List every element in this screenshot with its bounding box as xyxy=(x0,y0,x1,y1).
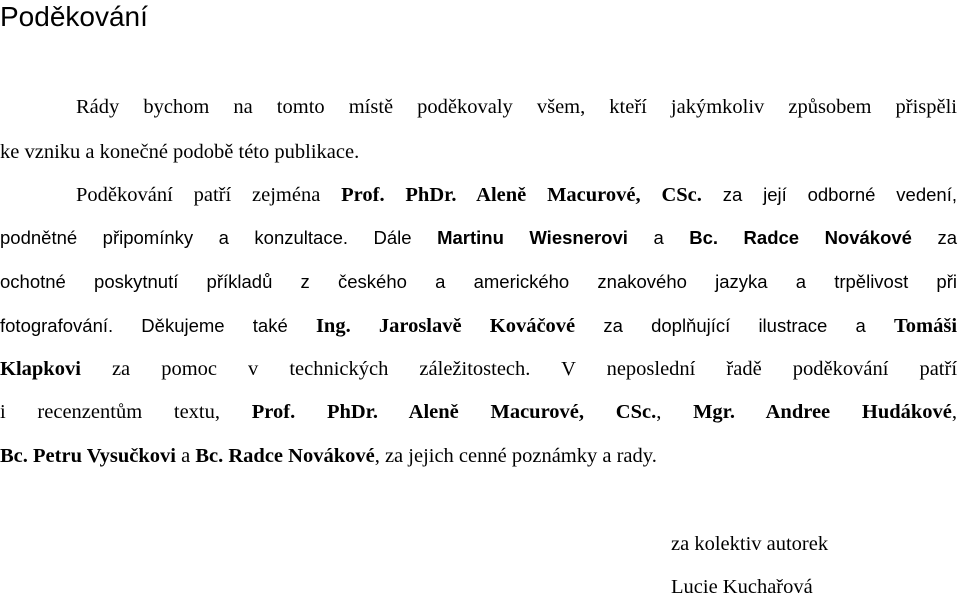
paragraph-1-line-1: Rády bychom na tomto místě poděkovaly všem, kteří jakýmkoliv způsobem přispěli xyxy=(76,96,957,118)
name-wiesner: Martinu Wiesnerovi xyxy=(437,227,628,248)
name-klapka-last: Klapkovi xyxy=(0,358,81,380)
text-run: a xyxy=(653,227,664,248)
text-run: fotografování. Děkujeme také xyxy=(0,315,288,336)
text-run: za doplňující ilustrace a xyxy=(603,315,866,336)
page-title: Poděkování xyxy=(0,1,148,32)
paragraph-2-line-6 xyxy=(0,399,957,425)
name-macurova: Prof. PhDr. Aleně Macurové, CSc. xyxy=(341,184,702,206)
paragraph-1-line-2: ke vzniku a konečné podobě této publikace. xyxy=(0,141,360,163)
text-run: podnětné připomínky a konzultace. Dále xyxy=(0,227,412,248)
paragraph-2-line-4 xyxy=(0,313,957,339)
name-kovacova: Ing. Jaroslavě Kováčové xyxy=(315,315,576,337)
name-novakova-reviewer: Bc. Radce Novákové xyxy=(195,445,375,467)
paragraph-2-line-7 xyxy=(0,443,957,469)
text-run: za její odborné vedení, xyxy=(722,184,957,205)
name-macurova-reviewer: Prof. PhDr. Aleně Macurové, CSc. xyxy=(251,401,657,423)
name-klapka-first: Tomáši xyxy=(893,315,958,337)
signature-author: Lucie Kuchařová xyxy=(671,576,813,598)
text-run: , xyxy=(656,401,662,423)
text-run: , xyxy=(951,401,958,423)
paragraph-2-line-3: ochotné poskytnutí příkladů z českého a amerického znakového jazyka a trpělivost při xyxy=(0,271,957,292)
signature-line-1: za kolektiv autorek xyxy=(671,533,829,555)
name-hudakova: Mgr. Andree Hudákové xyxy=(693,401,952,423)
text-run: Poděkování patří zejména xyxy=(76,184,321,206)
text-run: za xyxy=(937,227,958,248)
paragraph-2-line-1 xyxy=(0,182,957,208)
paragraph-2-line-5 xyxy=(0,356,957,382)
name-novakova: Bc. Radce Novákové xyxy=(689,227,912,248)
paragraph-2-line-2 xyxy=(0,225,957,251)
name-vysucka: Bc. Petru Vysučkovi xyxy=(0,445,176,467)
text-run: a xyxy=(181,445,191,467)
text-run: za pomoc v technických záležitostech. V neposlední řadě poděkování patří xyxy=(111,358,958,380)
text-run: i recenzentům textu, xyxy=(0,401,221,423)
text-run: , za jejich cenné poznámky a rady. xyxy=(374,445,657,467)
